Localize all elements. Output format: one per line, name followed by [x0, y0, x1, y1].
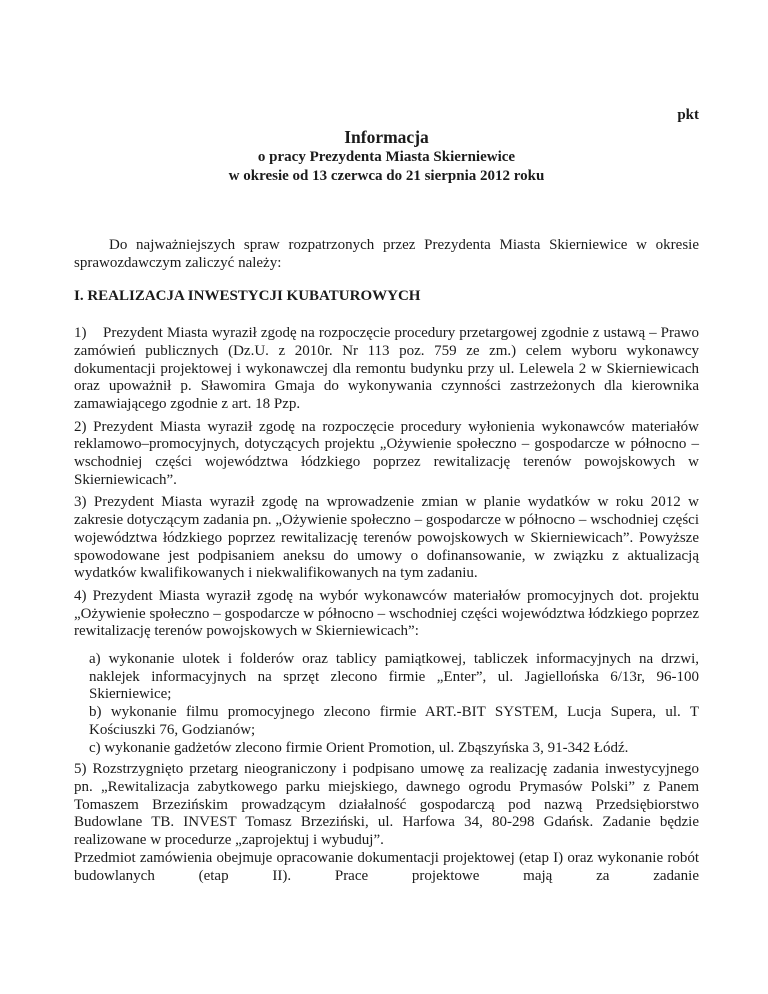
subitem-a: a) wykonanie ulotek i folderów oraz tablicy pamiątkowej, tabliczek informacyjnych na drzwi, naklejek informacyjnych na sprzęt zlecono firmie „Enter”, ul. Jagiellońska 6/13r, 96-100 Skierniewice; — [89, 651, 699, 703]
list-item-4: 4) Prezydent Miasta wyraził zgodę na wybór wykonawców materiałów promocyjnych dot. projektu „Ożywienie społeczno – gospodarcze w północno – wschodniej części województwa łódzkiego poprzez rewitalizację terenów powojskowych w Skierniewicach”: — [74, 587, 699, 640]
document-title — [74, 127, 699, 186]
list-item-1-text: Prezydent Miasta wyraził zgodę na rozpoczęcie procedury przetargowej zgodnie z ustawą – Prawo zamówień publicznych (Dz.U. z 2010r. Nr 113 poz. 759 ze zm.) celem wyboru wykonawcy dokumentacji projektowej i wykonawczej dla remontu budynku przy ul. Lelewela 2 w Skierniewicach oraz upoważnił p. Sławomira Gmaja do wykonywania czynności zastrzeżonych dla kierownika zamawiającego zgodnie z art. 18 Pzp. — [74, 325, 699, 412]
list-item-3: 3) Prezydent Miasta wyraził zgodę na wprowadzenie zmian w planie wydatków w roku 2012 w zakresie dotyczącym zadania pn. „Ożywienie społeczno – gospodarcze w północno – wschodniej części województwa łódzkiego poprzez rewitalizację terenów powojskowych w Skierniewicach”. Powyższe spowodowane jest podpisaniem aneksu do umowy o dofinansowanie, w związku z aktualizacją wydatków kwalifikowanych i niekwalifikowanych na tym zadaniu. — [74, 494, 699, 582]
section-heading: I. REALIZACJA INWESTYCJI KUBATUROWYCH — [74, 288, 421, 305]
intro-paragraph: Do najważniejszych spraw rozpatrzonych przez Prezydenta Miasta Skierniewice w okresie sprawozdawczym zaliczyć należy: — [74, 237, 699, 271]
list-item-2: 2) Prezydent Miasta wyraził zgodę na rozpoczęcie procedury wyłonienia wykonawców materiałów reklamowo–promocyjnych, dotyczących projektu „Ożywienie społeczno – gospodarcze w północno – wschodniej części województwa łódzkiego poprzez rewitalizację terenów powojskowych w Skierniewicach”. — [74, 418, 699, 488]
corner-label: pkt — [677, 107, 699, 123]
title-line-1: Informacja — [344, 127, 429, 147]
list-item-1-marker: 1) — [74, 325, 87, 342]
subitem-b: b) wykonanie filmu promocyjnego zlecono firmie ART.-BIT SYSTEM, Lucja Supera, ul. T Kościuszki 76, Godzianów; — [89, 704, 699, 738]
title-line-3: w okresie od 13 czerwca do 21 sierpnia 2012 roku — [228, 168, 545, 184]
title-line-2: o pracy Prezydenta Miasta Skierniewice — [257, 149, 516, 165]
subitem-c: c) wykonanie gadżetów zlecono firmie Orient Promotion, ul. Zbąszyńska 3, 91-342 Łódź. — [89, 739, 629, 756]
list-item-1 — [74, 325, 699, 414]
list-item-4-subitems — [89, 651, 699, 757]
list-item-5-continuation: Przedmiot zamówienia obejmuje opracowanie dokumentacji projektowej (etap I) oraz wykonanie robót budowlanych (etap II). Prace projektowe mają za zadanie — [74, 849, 699, 884]
list-item-5: 5) Rozstrzygnięto przetarg nieograniczony i podpisano umowę za realizację zadania inwestycyjnego pn. „Rewitalizacja zabytkowego parku miejskiego, dawnego ogrodu Prymasów Polski” z Panem Tomaszem Brzezińskim prowadzącym działalność gospodarczą pod nazwą Przedsiębiorstwo Budowlane TB. INVEST Tomasz Brzeziński, ul. Harfowa 34, 80-298 Gdańsk. Zadanie będzie realizowane w procedurze „zaprojektuj i wybuduj”. — [74, 761, 699, 849]
